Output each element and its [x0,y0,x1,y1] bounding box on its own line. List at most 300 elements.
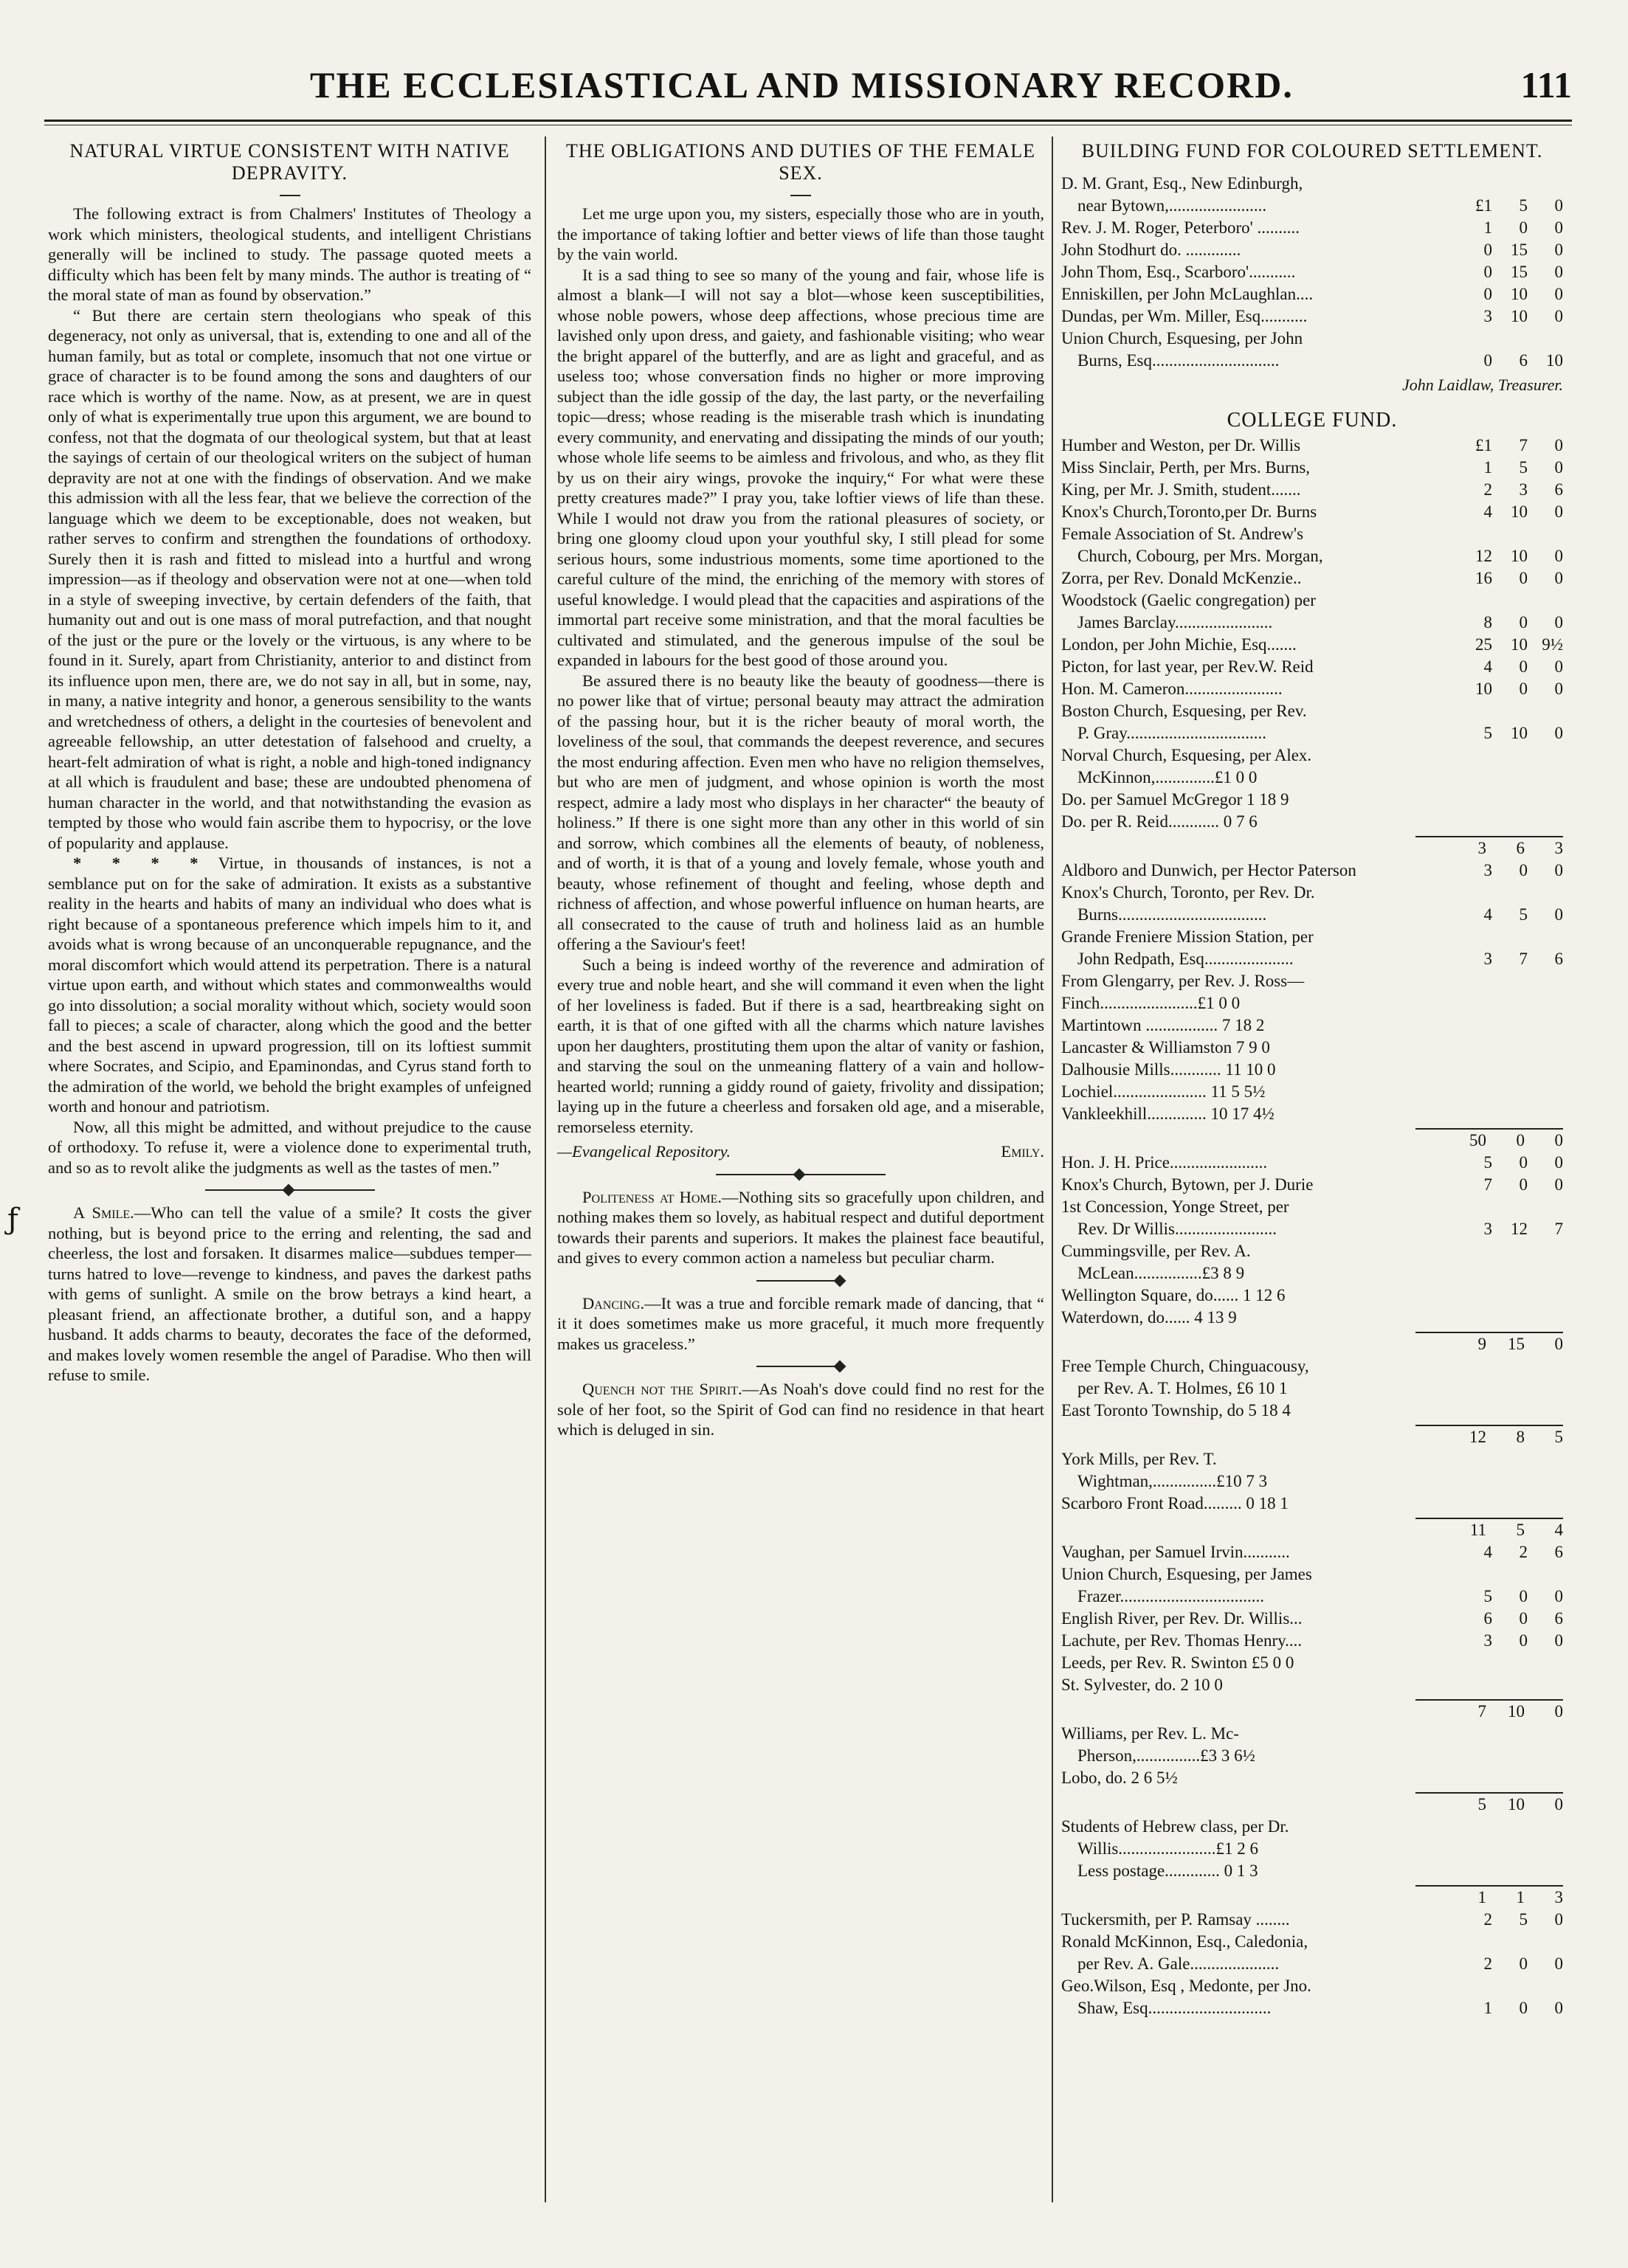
pounds: 0 [1483,241,1492,259]
ledger-row [1061,1652,1563,1674]
pounds [1457,1355,1492,1377]
shillings [1492,1014,1528,1037]
ledger-amount [1452,612,1563,634]
pounds: 3 [1483,1631,1492,1650]
pence [1528,970,1563,992]
ledger-row [1061,811,1563,833]
ledger-entry-name: Waterdown, do...... 4 13 9 [1061,1308,1237,1327]
article-paragraph: The following extract is from Chalmers' Institutes of Theology a work which ministers, theological students, and intelligent Christians generally will be inclined to study. The passage quoted meets a difficulty which has been felt by many minds. The author is treating of “ the moral state of man as found by observation.” [48,204,531,304]
ledger-amount [1452,1723,1563,1745]
pounds: 6 [1483,1609,1492,1628]
shillings [1492,811,1528,833]
ledger-row [1061,457,1563,479]
shillings [1492,1816,1528,1838]
pounds [1457,1081,1492,1103]
pence [1528,1723,1563,1745]
ledger-entry-name: London, per John Michie, Esq....... [1061,635,1297,654]
shillings [1492,1448,1528,1470]
ledger-entry-name: per Rev. A. Gale..................... [1077,1954,1280,1973]
pounds [1457,811,1492,833]
pounds: 2 [1483,1954,1492,1973]
fund-heading: BUILDING FUND FOR COLOURED SETTLEMENT. [1081,140,1543,162]
pounds [1457,1816,1492,1838]
ledger-row [1061,1218,1563,1240]
ledger-amount [1452,789,1563,811]
pence [1528,882,1563,904]
shillings [1492,1563,1528,1586]
ledger-entry-name: Dalhousie Mills............ 11 10 0 [1061,1060,1276,1079]
ledger-entry-name [1061,1887,1438,1909]
ledger-row [1061,722,1563,744]
shillings: 8 [1516,1428,1525,1446]
ledger-entry-name: Martintown ................. 7 18 2 [1061,1016,1265,1034]
ledger-entry-name: From Glengarry, per Rev. J. Ross— [1061,972,1305,990]
shillings: 15 [1508,1335,1525,1353]
ledger-row [1061,1975,1563,1997]
pounds: £1 [1475,436,1492,454]
ledger-amount [1452,1493,1563,1515]
ledger-row [1061,948,1563,970]
ledger-row [1061,1285,1563,1307]
pence [1528,1400,1563,1422]
ledger-row [1061,1541,1563,1563]
shillings: 5 [1516,1521,1525,1539]
pounds: 2 [1483,1910,1492,1929]
pence: 0 [1554,1175,1563,1194]
ledger-entry-name: Rev. J. M. Roger, Peterboro' .......... [1061,218,1300,237]
pounds [1457,1838,1492,1860]
ledger-row [1061,1838,1563,1860]
subtotal-row [1061,1887,1563,1909]
pounds: 4 [1483,905,1492,924]
pence [1528,523,1563,545]
ledger-entry-name: Lochiel...................... 11 5 5½ [1061,1082,1266,1101]
ledger-entry-name: Norval Church, Esquesing, per Alex. [1061,746,1312,764]
ledger-entry-name: York Mills, per Rev. T. [1061,1450,1217,1468]
shillings: 0 [1519,1175,1528,1194]
source: —Evangelical Repository. [557,1142,731,1161]
ledger-row [1061,1586,1563,1608]
ledger-entry-name: Wightman,...............£10 7 3 [1077,1472,1268,1490]
ledger-amount [1452,1745,1563,1767]
pence: 0 [1554,1954,1563,1973]
ledger-row [1061,305,1563,328]
column-divider [545,136,546,2202]
pounds [1457,1262,1492,1285]
pounds: 0 [1483,263,1492,281]
pounds [1457,700,1492,722]
short-divider [756,1366,845,1367]
pounds [1457,1103,1492,1125]
ledger-amount [1452,1014,1563,1037]
pence: 0 [1554,218,1563,237]
pounds [1457,173,1492,195]
ledger-entry-name: John Thom, Esq., Scarboro'........... [1061,263,1296,281]
pounds [1457,992,1492,1014]
pounds [1457,1285,1492,1307]
pence: 0 [1554,502,1563,521]
ledger-amount [1452,1218,1563,1240]
pounds [1457,1674,1492,1696]
ledger-entry-name: English River, per Rev. Dr. Willis... [1061,1609,1303,1628]
ledger-row [1061,1674,1563,1696]
shillings [1492,767,1528,789]
pounds [1457,744,1492,767]
pounds: 0 [1483,285,1492,303]
pence: 7 [1554,1220,1563,1238]
shillings [1492,1493,1528,1515]
pounds [1457,1196,1492,1218]
column-middle [557,140,1044,1440]
ledger-entry-name: McKinnon,..............£1 0 0 [1077,768,1258,786]
ledger-amount [1452,1953,1563,1975]
short-rule [280,195,300,196]
ledger-entry-name: Hon. M. Cameron....................... [1061,680,1283,698]
author: Emily. [1001,1142,1044,1161]
ledger-amount [1452,1285,1563,1307]
shillings: 0 [1519,1609,1528,1628]
pence [1528,1470,1563,1493]
shillings: 0 [1519,861,1528,879]
subtotal-row [1061,1701,1563,1723]
ledger-entry-name: Do. per Samuel McGregor 1 18 9 [1061,790,1289,809]
ledger-entry-name: McLean................£3 8 9 [1077,1264,1245,1282]
ledger-amount [1452,992,1563,1014]
ledger-row [1061,545,1563,567]
ledger-amount [1452,545,1563,567]
ledger-amount [1452,1448,1563,1470]
ledger-entry-name: Boston Church, Esquesing, per Rev. [1061,702,1307,720]
ledger-amount [1452,1174,1563,1196]
pounds: £1 [1475,196,1492,215]
ledger-entry-name: Lancaster & Williamston 7 9 0 [1061,1038,1270,1057]
pounds [1457,1860,1492,1882]
ledger-entry-name: Wellington Square, do...... 1 12 6 [1061,1286,1286,1304]
shillings: 6 [1516,839,1525,857]
pence: 0 [1554,657,1563,676]
ledger-amount [1452,173,1563,195]
article-paragraph: Be assured there is no beauty like the beauty of goodness—there is no power like that of virtue; personal beauty may attract the admiration of the passing hour, but it is the richer beauty of moral worth, the loveliness of the soul, that commands the deepest reverence, and secures the most enduring affection. Even men who have no religion themselves, but who are men of judgment, and whose opinion is worth the most respect, admire a lady most who displays in her character“ the beauty of holiness.” If there is one sight more than any other in this world of sin and sorrow, which combines all the elements of beauty, of nobleness, and of worth, it is that of a young and lovely female, whose youth and beauty, whose refinement of thought and feeling, whose depth and richness of affection, and whose powerful influence on human hearts, are all consecrated to the cause of truth and holiness laid as an humble offering a the Saviour's feet! [557,671,1044,953]
ledger-entry-name: Burns, Esq.............................. [1077,351,1280,370]
ledger-row [1061,350,1563,372]
article-paragraph: It is a sad thing to see so many of the young and fair, whose life is almost a blank—I will not say a blot—whose keen susceptibilities, whose noble powers, whose deep affections, whose precious time are lavished only upon dress, and gaiety, and fashionable visiting; who wear the bright apparel of the butterfly, and are as light and graceful, and as useless too; whose conversation finds no higher or more improving subject than the idle gossip of the day, the last party, or the neverfailing topic—dress; whose reading is the miserable trash which is inundating every community, and enervating and dissipating the minds of our youth; whose whole life seems to be aimless and frivolous, and who, as they flit by us on their airy wings, provoke the inquiry,“ For what were these pretty creatures made?” I pray you, take loftier views of life than these. While I would not draw you from the rational pleasures of society, or bring one gloomy cloud upon your youthful sky, I still plead for some serious hours, some industrious moments, some time aportioned to the careful culture of the mind, the enriching of the memory with stores of useful knowledge. I would plead that the capacities and aspirations of the immortal part receive some ministration, and that the moral faculties be cultivated and stimulated, and the generous impulse of the soul be expanded in labours for the best good of those around you. [557,265,1044,669]
ledger-amount [1452,1103,1563,1125]
pounds: 25 [1475,635,1492,654]
item-lead: Dancing. [582,1293,645,1313]
pence: 9½ [1542,635,1563,654]
shillings [1492,882,1528,904]
item-lead: Politeness at Home. [582,1187,722,1206]
ledger-amount [1438,1794,1563,1816]
ledger-amount [1452,523,1563,545]
shillings [1492,1674,1528,1696]
ledger-row [1061,1307,1563,1329]
ledger-amount [1452,1652,1563,1674]
shillings: 10 [1511,724,1528,742]
item-text: —Nothing sits so gracefully upon children, and nothing makes them so lovely, as habitual respect and dutiful deportment towards their parents and superiors. It makes the plainest face beautiful, and gives to every common action a nameless but peculiar charm. [557,1187,1044,1267]
shillings: 0 [1519,1153,1528,1172]
ledger-row [1061,882,1563,904]
header-rule [44,120,1572,125]
pence: 0 [1554,436,1563,454]
shillings: 0 [1519,1631,1528,1650]
column-divider [1052,136,1053,2202]
pence [1528,1860,1563,1882]
short-divider [756,1280,845,1282]
pounds [1457,1745,1492,1767]
ledger-amount [1452,1674,1563,1696]
ledger-amount [1452,1541,1563,1563]
pounds [1457,590,1492,612]
pounds [1457,1377,1492,1400]
column-left [48,140,531,1386]
ledger-entry-name: Willis.......................£1 2 6 [1077,1839,1259,1858]
ledger-row [1061,1081,1563,1103]
ledger-amount [1452,350,1563,372]
pence [1528,811,1563,833]
pence [1528,1652,1563,1674]
ledger-entry-name: Hon. J. H. Price....................... [1061,1153,1268,1172]
pence: 0 [1554,241,1563,259]
shillings [1492,1285,1528,1307]
ledger-entry-name: Pherson,...............£3 3 6½ [1077,1746,1255,1765]
shillings [1492,328,1528,350]
item-text: —As Noah's dove could find no rest for the sole of her foot, so the Spirit of God can find no residence in that heart which is deluged in sin. [557,1380,1044,1439]
pounds: 3 [1477,839,1486,857]
pence [1528,1975,1563,1997]
pence: 3 [1554,839,1563,857]
ledger-entry-name: Vankleekhill.............. 10 17 4½ [1061,1104,1275,1123]
shillings [1492,1838,1528,1860]
shillings [1492,1262,1528,1285]
ledger-amount [1452,678,1563,700]
ledger-entry-name: Tuckersmith, per P. Ramsay ........ [1061,1910,1290,1929]
shillings: 10 [1511,502,1528,521]
pence [1528,1355,1563,1377]
pounds [1457,1059,1492,1081]
ledger-entry-name: Knox's Church, Bytown, per J. Durie [1061,1175,1314,1194]
ledger-entry-name: Zorra, per Rev. Donald McKenzie.. [1061,569,1302,587]
pounds [1457,1470,1492,1493]
building-fund-list [1061,173,1563,372]
pence: 0 [1554,1335,1563,1353]
ledger-entry-name: P. Gray................................. [1077,724,1266,742]
ledger-row [1061,1767,1563,1789]
pounds: 3 [1483,1220,1492,1238]
ledger-amount [1452,656,1563,678]
article-paragraph: Now, all this might be admitted, and without prejudice to the cause of orthodoxy. To refuse it, were a violence done to experimental truth, and so as to revolt alike the judgments as well as the tastes of men.” [48,1117,531,1177]
ledger-amount [1452,479,1563,501]
shillings: 0 [1516,1131,1525,1149]
pence: 5 [1554,1428,1563,1446]
masthead [44,63,1572,115]
pence [1528,700,1563,722]
shillings: 6 [1519,351,1528,370]
shillings: 15 [1511,241,1528,259]
pence: 0 [1554,680,1563,698]
treasurer-signature: John Laidlaw, Treasurer. [1402,376,1563,394]
pounds: 5 [1483,724,1492,742]
item-text: —It was a true and forcible remark made of dancing, that “ it it does sometimes make us more graceful, it much more frequently makes us graceless.” [557,1293,1044,1353]
ledger-row [1061,1997,1563,2019]
pence [1528,789,1563,811]
pounds [1457,523,1492,545]
pounds [1457,1975,1492,1997]
ledger-entry-name: Leeds, per Rev. R. Swinton £5 0 0 [1061,1653,1294,1672]
ledger-row [1061,1816,1563,1838]
ledger-amount [1452,882,1563,904]
ledger-row [1061,789,1563,811]
ledger-amount [1452,1196,1563,1218]
ledger-entry-name: Students of Hebrew class, per Dr. [1061,1817,1289,1836]
ledger-amount [1452,1931,1563,1953]
pence [1528,1059,1563,1081]
page-number: 111 [1520,64,1572,106]
article-heading: NATURAL VIRTUE CONSISTENT WITH NATIVE DEPRAVITY. [69,140,510,184]
shillings [1492,1307,1528,1329]
pounds: 4 [1483,1543,1492,1561]
pence [1528,1931,1563,1953]
pounds [1457,789,1492,811]
ledger-amount [1452,1838,1563,1860]
ledger-amount [1452,590,1563,612]
ledger-entry-name [1061,1701,1438,1723]
ledger-amount [1452,305,1563,328]
ledger-entry-name: Dundas, per Wm. Miller, Esq........... [1061,307,1308,325]
pence: 3 [1554,1888,1563,1906]
subtotal-row [1061,1333,1563,1355]
ledger-amount [1452,1608,1563,1630]
pence: 0 [1554,196,1563,215]
ledger-entry-name: 1st Concession, Yonge Street, per [1061,1197,1289,1216]
pounds: 50 [1469,1131,1486,1149]
pounds [1457,926,1492,948]
pence [1528,767,1563,789]
pence: 6 [1554,1543,1563,1561]
ledger-row [1061,926,1563,948]
pounds [1457,970,1492,992]
item-lead: Quench not the Spirit. [582,1380,742,1398]
ledger-row [1061,860,1563,882]
article-paragraph: “ But there are certain stern theologians who speak of this degeneracy, not only as universal, that is, extending to one and all of the human family, but as total or complete, insomuch that not one virtue or grace of character is to be found among the sons and daughters of our race which is worthy of the name. Now, as at present, we are in quest only of what is experimentally true upon this argument, we are bound to confess, not that the dogmata of our theological system, but that at least the sayings of certain of our theological writers on the subject of human depravity are not at one with the findings of observation. And we make this admission with all the less fear, that we believe the correction of the language which we deem to be exceptionable, does not weaken, but rather serves to confirm and strengthen the foundations of orthodoxy. Surely then it is rash and fitted to mislead into a hurtful and wrong impression—as if theology and observation were not at one—when told in a style of sweeping invective, by certain defenders of the faith, that humanity out and out is one mass of moral putrefaction, and that nought of the just or the pure or the lovely or the virtuous, is any where to be found in it. Surely, apart from Christianity, anterior to and distinct from its influence upon men, there are, we do not say in all, but in some, nay, in many, a native integrity and honor, a generous sensibility to the wants and wretchedness of others, a delight in the courtesies of benevolent and agreeable fellowship, an utter detestation of falsehood and cruelty, a heart-felt admiration of what is right, a noble and high-toned indignancy at all which is fraudulent and base; these are undoubted phenomena of human character in the world, and that notwithstanding the evasion as tempted by those who would fain ascribe them to hypocrisy, or the love of popularity and applause. [48,305,531,852]
ledger-amount [1452,1470,1563,1493]
pence: 0 [1554,285,1563,303]
shillings: 10 [1511,285,1528,303]
pounds: 4 [1483,657,1492,676]
shillings [1492,1081,1528,1103]
shillings: 5 [1519,905,1528,924]
pounds [1457,1723,1492,1745]
ledger-amount [1452,283,1563,305]
ledger-entry-name: Miss Sinclair, Perth, per Mrs. Burns, [1061,458,1311,477]
ledger-row [1061,1196,1563,1218]
ledger-entry-name [1061,1426,1438,1448]
ledger-entry-name: Union Church, Esquesing, per James [1061,1565,1312,1583]
ledger-entry-name: Knox's Church, Toronto, per Rev. Dr. [1061,883,1315,902]
pounds [1457,1767,1492,1789]
pounds: 7 [1483,1175,1492,1194]
ledger-entry-name: John Redpath, Esq..................... [1077,950,1294,968]
article-paragraph: Let me urge upon you, my sisters, especially those who are in youth, the importance of taking loftier and better views of life than those taught by the vain world. [557,204,1044,263]
ledger-amount [1452,457,1563,479]
ledger-row [1061,1723,1563,1745]
ledger-entry-name: Cummingsville, per Rev. A. [1061,1242,1251,1260]
ledger-row [1061,328,1563,350]
ledger-entry-name: Rev. Dr Willis........................ [1077,1220,1277,1238]
ledger-row [1061,479,1563,501]
shillings [1492,970,1528,992]
pence: 0 [1554,458,1563,477]
ledger-entry-name: Lobo, do. 2 6 5½ [1061,1769,1178,1787]
shillings [1492,1355,1528,1377]
pounds [1457,1014,1492,1037]
ledger-amount [1452,1563,1563,1586]
ledger-amount [1438,1130,1563,1152]
ledger-row [1061,678,1563,700]
pounds: 5 [1483,1587,1492,1605]
pounds [1457,328,1492,350]
shillings [1492,992,1528,1014]
ledger-row [1061,523,1563,545]
pounds: 7 [1477,1702,1486,1721]
pence [1528,1767,1563,1789]
ledger-amount [1452,261,1563,283]
ledger-row [1061,612,1563,634]
pounds: 11 [1469,1521,1486,1539]
ledger-amount [1452,1909,1563,1931]
shillings: 0 [1519,1587,1528,1605]
shillings [1492,1103,1528,1125]
pence [1528,1493,1563,1515]
ledger-amount [1452,217,1563,239]
pence: 4 [1554,1521,1563,1539]
ledger-row [1061,1262,1563,1285]
pounds [1457,1652,1492,1674]
pence [1528,328,1563,350]
pounds [1457,767,1492,789]
pounds [1457,1448,1492,1470]
ledger-amount [1452,970,1563,992]
ledger-row [1061,634,1563,656]
pence [1528,590,1563,612]
pence: 0 [1554,569,1563,587]
pence [1528,1448,1563,1470]
pence: 0 [1554,307,1563,325]
ledger-row [1061,1152,1563,1174]
pounds: 8 [1483,613,1492,632]
pence [1528,1014,1563,1037]
item-lead: A Smile. [73,1203,134,1222]
pence [1528,173,1563,195]
shillings: 5 [1519,1910,1528,1929]
pence [1528,1240,1563,1262]
shillings [1492,1975,1528,1997]
ledger-row [1061,435,1563,457]
ledger-row [1061,1493,1563,1515]
shillings [1492,1652,1528,1674]
pence [1528,1745,1563,1767]
pounds: 12 [1475,547,1492,565]
ledger-amount [1452,634,1563,656]
shillings: 1 [1516,1888,1525,1906]
subtotal-row [1061,1426,1563,1448]
pence: 0 [1554,263,1563,281]
pounds [1457,882,1492,904]
pence [1528,1285,1563,1307]
pounds [1457,1240,1492,1262]
ledger-amount [1452,1355,1563,1377]
shillings: 5 [1519,458,1528,477]
